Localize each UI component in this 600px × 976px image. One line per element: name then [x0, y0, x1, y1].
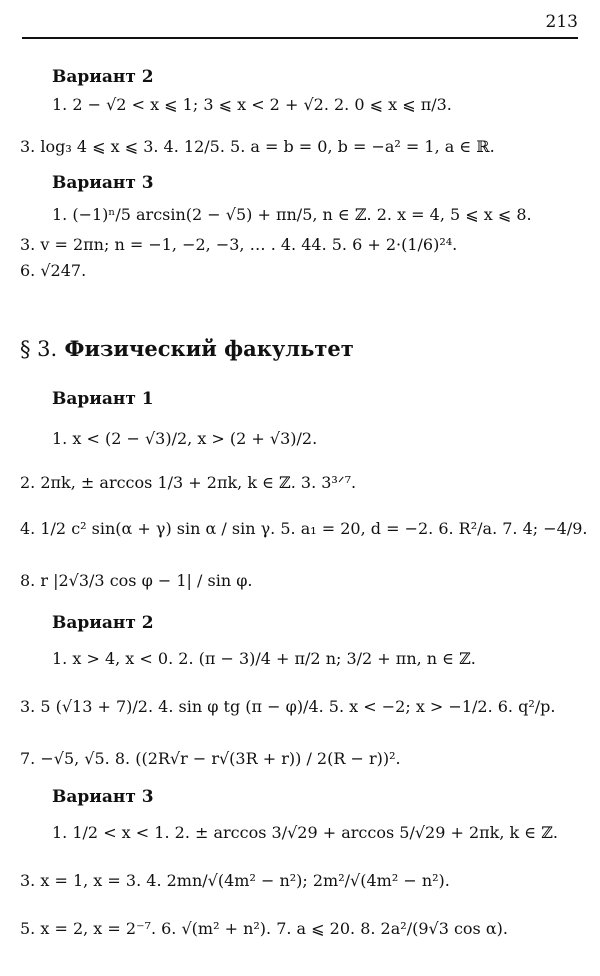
answer-line: 5. x = 2, x = 2⁻⁷. 6. √(m² + n²). 7. a ⩽ 20. 8. 2a²/(9√3 cos α).	[20, 919, 508, 938]
answer-line: 1. x > 4, x < 0. 2. (π − 3)/4 + π/2 n; 3/2 + πn, n ∈ ℤ.	[52, 649, 476, 668]
answer-line: 1. 1/2 < x < 1. 2. ± arccos 3/√29 + arccos 5/√29 + 2πk, k ∈ ℤ.	[52, 823, 558, 842]
answer-line: 1. 2 − √2 < x ⩽ 1; 3 ⩽ x < 2 + √2. 2. 0 ⩽ x ⩽ π/3.	[52, 95, 452, 114]
answer-line: 7. −√5, √5. 8. ((2R√r − r√(3R + r)) / 2(R − r))².	[20, 749, 401, 768]
variant-1-block	[20, 388, 588, 592]
variant-3-block	[20, 786, 585, 940]
answer-line: 4. 1/2 c² sin(α + γ) sin α / sin γ. 5. a₁ = 20, d = −2. 6. R²/a. 7. 4; −4/9.	[20, 519, 588, 538]
answer-line: 1. (−1)ⁿ/5 arcsin(2 − √5) + πn/5, n ∈ ℤ. 2. x = 4, 5 ⩽ x ⩽ 8.	[52, 205, 532, 224]
section-heading	[20, 336, 354, 361]
variant-title: Вариант 2	[52, 67, 154, 87]
header-rule	[22, 37, 578, 39]
answer-line: 3. x = 1, x = 3. 4. 2mn/√(4m² − n²); 2m²/√(4m² − n²).	[20, 871, 450, 890]
variant-title: Вариант 1	[52, 389, 154, 409]
variant-title: Вариант 3	[52, 173, 154, 193]
variant-title: Вариант 2	[52, 613, 154, 633]
page-number: 213	[545, 12, 578, 32]
section-title: Физический факультет	[64, 336, 354, 361]
answer-line: 2. 2πk, ± arccos 1/3 + 2πk, k ∈ ℤ. 3. 3³ᐟ⁷.	[20, 473, 357, 492]
variant-title: Вариант 3	[52, 787, 154, 807]
answer-line: 3. log₃ 4 ⩽ x ⩽ 3. 4. 12/5. 5. a = b = 0, b = −a² = 1, a ∈ ℝ.	[20, 137, 495, 156]
answer-line: 3. 5 (√13 + 7)/2. 4. sin φ tg (π − φ)/4. 5. x < −2; x > −1/2. 6. q²/p.	[20, 697, 556, 716]
answer-line: 6. √247.	[20, 261, 87, 280]
variant-3-previous-block	[20, 172, 585, 282]
variant-2-block	[20, 612, 585, 770]
variant-2-previous-block	[20, 66, 585, 158]
section-symbol: § 3.	[20, 337, 58, 361]
answer-line: 8. r |2√3/3 cos φ − 1| / sin φ.	[20, 571, 253, 590]
answer-line: 1. x < (2 − √3)/2, x > (2 + √3)/2.	[52, 429, 318, 448]
answer-line: 3. v = 2πn; n = −1, −2, −3, … . 4. 44. 5. 6 + 2·(1/6)²⁴.	[20, 235, 458, 254]
